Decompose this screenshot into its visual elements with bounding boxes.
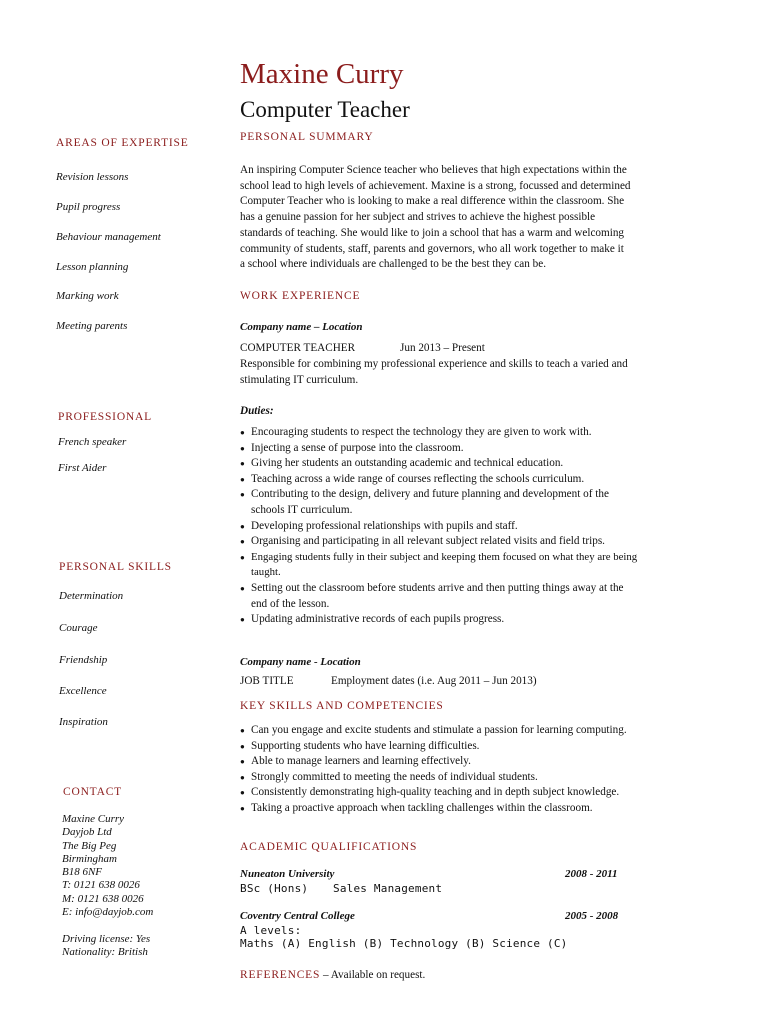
contact-line: The Big Peg [62, 839, 117, 852]
summary-line: An inspiring Computer Science teacher who believes that high expectations within the [240, 164, 627, 176]
job1-desc-line: Responsible for combining my professional experience and skills to teach a varied and [240, 358, 628, 370]
duty-item: ● Engaging students fully in their subject and keeping them focused on what they are being taught. [240, 550, 710, 581]
edu1-institution: Nuneaton University [240, 868, 335, 880]
expertise-item: Pupil progress [56, 201, 121, 213]
key-skill-item: ● Strongly committed to meeting the needs of individual students. [240, 770, 710, 786]
driving-license: Driving license: Yes [62, 933, 151, 945]
contact-heading: CONTACT [63, 786, 122, 798]
job1-description [240, 357, 695, 388]
contact-phone: T: 0121 638 0026 [62, 879, 140, 892]
summary-line: Computer Teacher who is looking to make a real difference within the classroom. She [240, 195, 625, 208]
duty-item: ● Updating administrative records of each pupils progress. [240, 612, 710, 628]
key-skill-item: ● Supporting students who have learning difficulties. [240, 739, 710, 755]
references-row [240, 965, 425, 983]
duties-list [240, 425, 710, 628]
references-text: – Available on request. [320, 969, 426, 981]
job2-company: Company name - Location [240, 656, 361, 668]
contact-line: Birmingham [62, 852, 117, 865]
job1-desc-line: stimulating IT curriculum. [240, 373, 359, 386]
edu1-degree: BSc (Hons) [240, 882, 309, 895]
professional-item: French speaker [58, 436, 127, 448]
job2-title: JOB TITLE [240, 675, 294, 687]
key-skills-heading: KEY SKILLS AND COMPETENCIES [240, 700, 444, 712]
duty-item: ● Giving her students an outstanding academic and technical education. [240, 456, 710, 472]
skill-item: Friendship [59, 654, 108, 666]
job1-dates: Jun 2013 – Present [400, 342, 485, 354]
summary-line: a school where individuals are challenged to be the best they can be. [240, 258, 546, 271]
job1-company: Company name – Location [240, 321, 363, 333]
summary-line: school lead to high levels of achievement. Maxine is a strong, focussed and determined [240, 179, 631, 192]
key-skill-item: ● Able to manage learners and learning effectively. [240, 754, 710, 770]
summary-line: community of students, staff, parents and governors, who all work together to make it [240, 242, 624, 255]
expertise-item: Lesson planning [56, 261, 129, 273]
professional-item: First Aider [58, 462, 107, 474]
edu1-subject: Sales Management [333, 882, 443, 895]
edu2-institution: Coventry Central College [240, 910, 355, 922]
expertise-item: Behaviour management [56, 231, 161, 243]
key-skills-list [240, 723, 710, 817]
duty-item: ● Teaching across a wide range of courses reflecting the schools curriculum. [240, 472, 710, 488]
duty-item: ● Organising and participating in all relevant subject related visits and field trips. [240, 534, 710, 550]
contact-line: Maxine Curry [62, 813, 125, 825]
skill-item: Courage [59, 622, 98, 634]
duty-item: ● Encouraging students to respect the technology they are given to work with. [240, 425, 710, 441]
education-heading: ACADEMIC QUALIFICATIONS [240, 841, 418, 853]
duty-item: ● Injecting a sense of purpose into the classroom. [240, 441, 710, 457]
key-skill-item: ● Consistently demonstrating high-quality teaching and in depth subject knowledge. [240, 785, 710, 801]
expertise-item: Meeting parents [56, 320, 128, 332]
candidate-name: Maxine Curry [240, 58, 404, 90]
skill-item: Inspiration [59, 716, 108, 728]
duty-item: ● Developing professional relationships with pupils and staff. [240, 519, 710, 535]
skill-item: Excellence [59, 685, 107, 697]
contact-line: Dayjob Ltd [62, 826, 112, 839]
contact-mobile: M: 0121 638 0026 [62, 892, 144, 905]
key-skill-item: ● Can you engage and excite students and stimulate a passion for learning computing. [240, 723, 710, 739]
summary-text [240, 163, 695, 273]
contact-address [62, 813, 153, 919]
key-skill-item: ● Taking a proactive approach when tackling challenges within the classroom. [240, 801, 710, 817]
edu2-grades: Maths (A) English (B) Technology (B) Science (C) [240, 937, 568, 950]
summary-line: has a genuine passion for her subject and strives to achieve the highest possible [240, 211, 596, 224]
expertise-heading: AREAS OF EXPERTISE [56, 137, 189, 149]
expertise-item: Revision lessons [56, 171, 129, 183]
contact-line: B18 6NF [62, 866, 103, 879]
edu1-years: 2008 - 2011 [565, 868, 618, 880]
edu2-years: 2005 - 2008 [565, 910, 619, 922]
edu2-qualification: A levels: [240, 924, 302, 937]
duty-item: ● Setting out the classroom before students arrive and then putting things away at the end of the lesson. [240, 581, 710, 612]
professional-heading: PROFESSIONAL [58, 411, 152, 423]
references-heading: REFERENCES [240, 969, 321, 981]
summary-heading: PERSONAL SUMMARY [240, 131, 374, 143]
work-heading: WORK EXPERIENCE [240, 290, 361, 302]
duties-label: Duties: [240, 405, 274, 417]
skill-item: Determination [59, 590, 124, 602]
summary-line: standards of teaching. She would like to join a school that has a warm and welcoming [240, 226, 625, 239]
nationality: Nationality: British [62, 946, 148, 959]
skills-heading: PERSONAL SKILLS [59, 561, 172, 573]
job2-dates: Employment dates (i.e. Aug 2011 – Jun 2013) [331, 675, 537, 687]
job1-title: COMPUTER TEACHER [240, 342, 356, 354]
duty-item: ● Contributing to the design, delivery and future planning and development of the schools IT curriculum. [240, 487, 710, 518]
contact-extra [62, 933, 150, 960]
expertise-item: Marking work [56, 290, 119, 302]
contact-email: E: info@dayjob.com [62, 906, 154, 919]
job-title: Computer Teacher [240, 97, 410, 122]
